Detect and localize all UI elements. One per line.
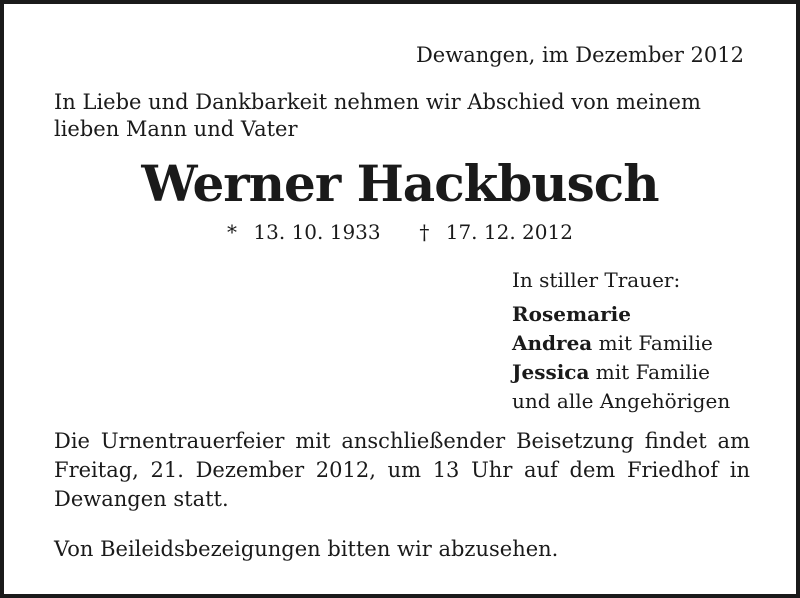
birth-symbol: * [227, 220, 238, 244]
death-symbol: † [419, 220, 430, 244]
mourner-suffix: mit Familie [589, 360, 710, 384]
mourner-name: Jessica [512, 360, 590, 384]
place-date: Dewangen, im Dezember 2012 [415, 43, 744, 67]
mourner-line [512, 329, 730, 358]
mourner-name: Andrea [512, 331, 593, 355]
birth-date: 13. 10. 1933 [253, 220, 381, 244]
mourner-line [512, 300, 730, 329]
death-date: 17. 12. 2012 [445, 220, 573, 244]
mourning-heading: In stiller Trauer: [512, 268, 681, 292]
mourner-line [512, 358, 730, 387]
mourners-block [512, 266, 730, 416]
mourner-name: Rosemarie [512, 302, 631, 326]
mourner-suffix: mit Familie [592, 331, 713, 355]
mourners-closing: und alle Angehörigen [512, 389, 731, 413]
deceased-name: Werner Hackbusch [141, 154, 659, 213]
ceremony-text: Die Urnentrauerfeier mit anschließender Beisetzung findet am Freitag, 21. Dezember 2012, um 13 Uhr auf dem Friedhof in Dewangen statt. [54, 429, 750, 511]
intro-text: In Liebe und Dankbarkeit nehmen wir Abschied von meinem lieben Mann und Vater [54, 90, 701, 141]
life-dates [4, 219, 796, 245]
closing-text: Von Beileidsbezeigungen bitten wir abzusehen. [54, 537, 559, 561]
